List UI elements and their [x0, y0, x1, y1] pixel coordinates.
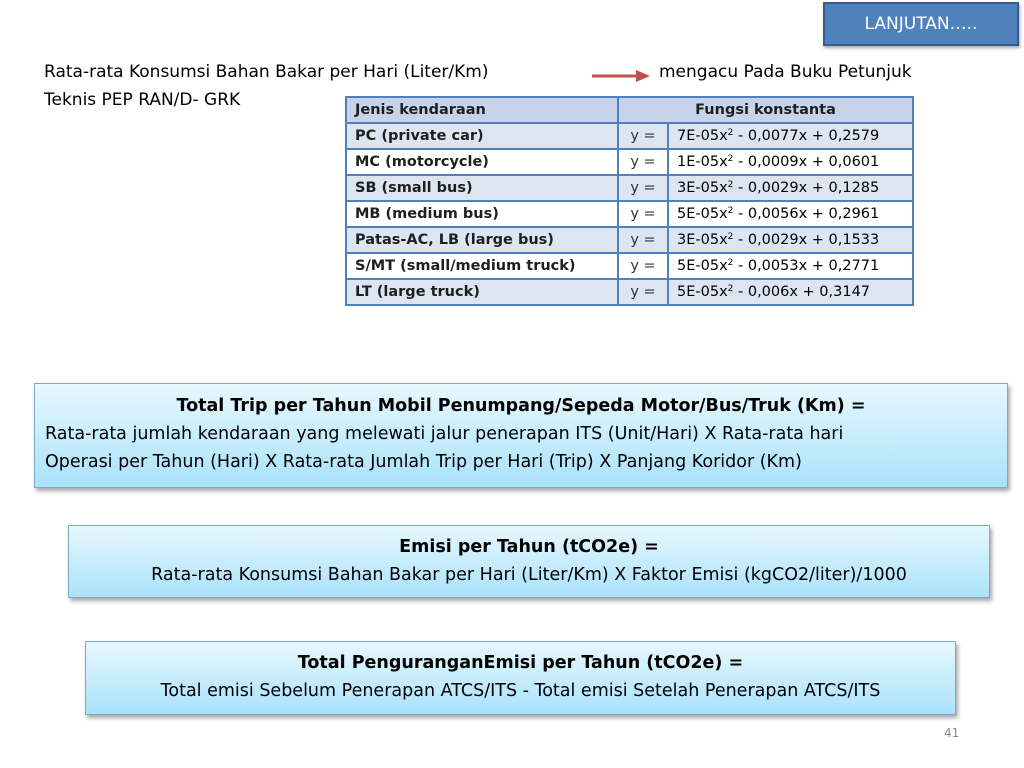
formula-cell	[668, 123, 913, 149]
arrow-right-icon	[590, 68, 652, 84]
formula-cell	[668, 149, 913, 175]
formula-coefficient: 5E-05x	[677, 258, 728, 274]
formula-exponent: 2	[727, 206, 734, 216]
reduction-body: Total emisi Sebelum Penerapan ATCS/ITS - Total emisi Setelah Penerapan ATCS/ITS	[160, 681, 881, 701]
reduction-box	[85, 641, 956, 715]
table-row	[346, 201, 913, 227]
table-row	[346, 227, 913, 253]
y-equals-cell: y =	[618, 227, 668, 253]
lanjutan-button[interactable]: LANJUTAN…..	[823, 2, 1019, 46]
reduction-title: Total PenguranganEmisi per Tahun (tCO2e) =	[297, 653, 744, 673]
table-row	[346, 123, 913, 149]
y-equals-cell: y =	[618, 201, 668, 227]
header-vehicle: Jenis kendaraan	[346, 97, 618, 123]
intro-second-line: Teknis PEP RAN/D- GRK	[44, 90, 241, 110]
y-equals-cell: y =	[618, 175, 668, 201]
formula-cell	[668, 175, 913, 201]
vehicle-type-cell: SB (small bus)	[346, 175, 618, 201]
formula-coefficient: 1E-05x	[677, 154, 728, 170]
formula-remainder: - 0,0053x + 0,2771	[733, 258, 880, 274]
formula-exponent: 2	[727, 284, 734, 294]
vehicle-type-cell: PC (private car)	[346, 123, 618, 149]
table-row	[346, 175, 913, 201]
y-equals-cell: y =	[618, 253, 668, 279]
formula-coefficient: 5E-05x	[677, 206, 728, 222]
total-trip-line1: Rata-rata jumlah kendaraan yang melewati jalur penerapan ITS (Unit/Hari) X Rata-rata hari	[45, 424, 844, 444]
vehicle-type-cell: S/MT (small/medium truck)	[346, 253, 618, 279]
formula-cell	[668, 201, 913, 227]
formula-cell	[668, 253, 913, 279]
formula-remainder: - 0,0029x + 0,1533	[733, 232, 880, 248]
formula-coefficient: 3E-05x	[677, 180, 728, 196]
formula-exponent: 2	[727, 180, 734, 190]
formula-coefficient: 7E-05x	[677, 128, 728, 144]
intro-right-text: mengacu Pada Buku Petunjuk	[659, 62, 912, 82]
y-equals-cell: y =	[618, 279, 668, 305]
formula-remainder: - 0,0077x + 0,2579	[733, 128, 880, 144]
formula-exponent: 2	[727, 128, 734, 138]
vehicle-type-cell: LT (large truck)	[346, 279, 618, 305]
total-trip-box	[34, 383, 1008, 488]
table-row	[346, 149, 913, 175]
formula-remainder: - 0,0009x + 0,0601	[733, 154, 880, 170]
formula-cell	[668, 227, 913, 253]
total-trip-line2: Operasi per Tahun (Hari) X Rata-rata Jumlah Trip per Hari (Trip) X Panjang Koridor (Km)	[45, 452, 802, 472]
intro-left-text: Rata-rata Konsumsi Bahan Bakar per Hari (Liter/Km)	[44, 62, 489, 82]
table-row	[346, 253, 913, 279]
formula-remainder: - 0,006x + 0,3147	[733, 284, 871, 300]
header-function: Fungsi konstanta	[618, 97, 913, 123]
vehicle-type-cell: MB (medium bus)	[346, 201, 618, 227]
page-number: 41	[944, 726, 960, 740]
vehicle-type-cell: MC (motorcycle)	[346, 149, 618, 175]
table-row	[346, 279, 913, 305]
formula-coefficient: 5E-05x	[677, 284, 728, 300]
formula-coefficient: 3E-05x	[677, 232, 728, 248]
formula-cell	[668, 279, 913, 305]
vehicle-type-cell: Patas-AC, LB (large bus)	[346, 227, 618, 253]
emission-title: Emisi per Tahun (tCO2e) =	[399, 537, 659, 557]
emission-body: Rata-rata Konsumsi Bahan Bakar per Hari (Liter/Km) X Faktor Emisi (kgCO2/liter)/1000	[151, 565, 907, 585]
formula-exponent: 2	[727, 258, 734, 268]
total-trip-title: Total Trip per Tahun Mobil Penumpang/Sepeda Motor/Bus/Truk (Km) =	[176, 396, 866, 416]
y-equals-cell: y =	[618, 149, 668, 175]
y-equals-cell: y =	[618, 123, 668, 149]
formula-exponent: 2	[727, 154, 734, 164]
formula-remainder: - 0,0029x + 0,1285	[733, 180, 880, 196]
formula-remainder: - 0,0056x + 0,2961	[733, 206, 880, 222]
formula-exponent: 2	[727, 232, 734, 242]
emission-box	[68, 525, 990, 598]
fuel-consumption-table	[345, 96, 914, 306]
table-body	[346, 123, 913, 305]
